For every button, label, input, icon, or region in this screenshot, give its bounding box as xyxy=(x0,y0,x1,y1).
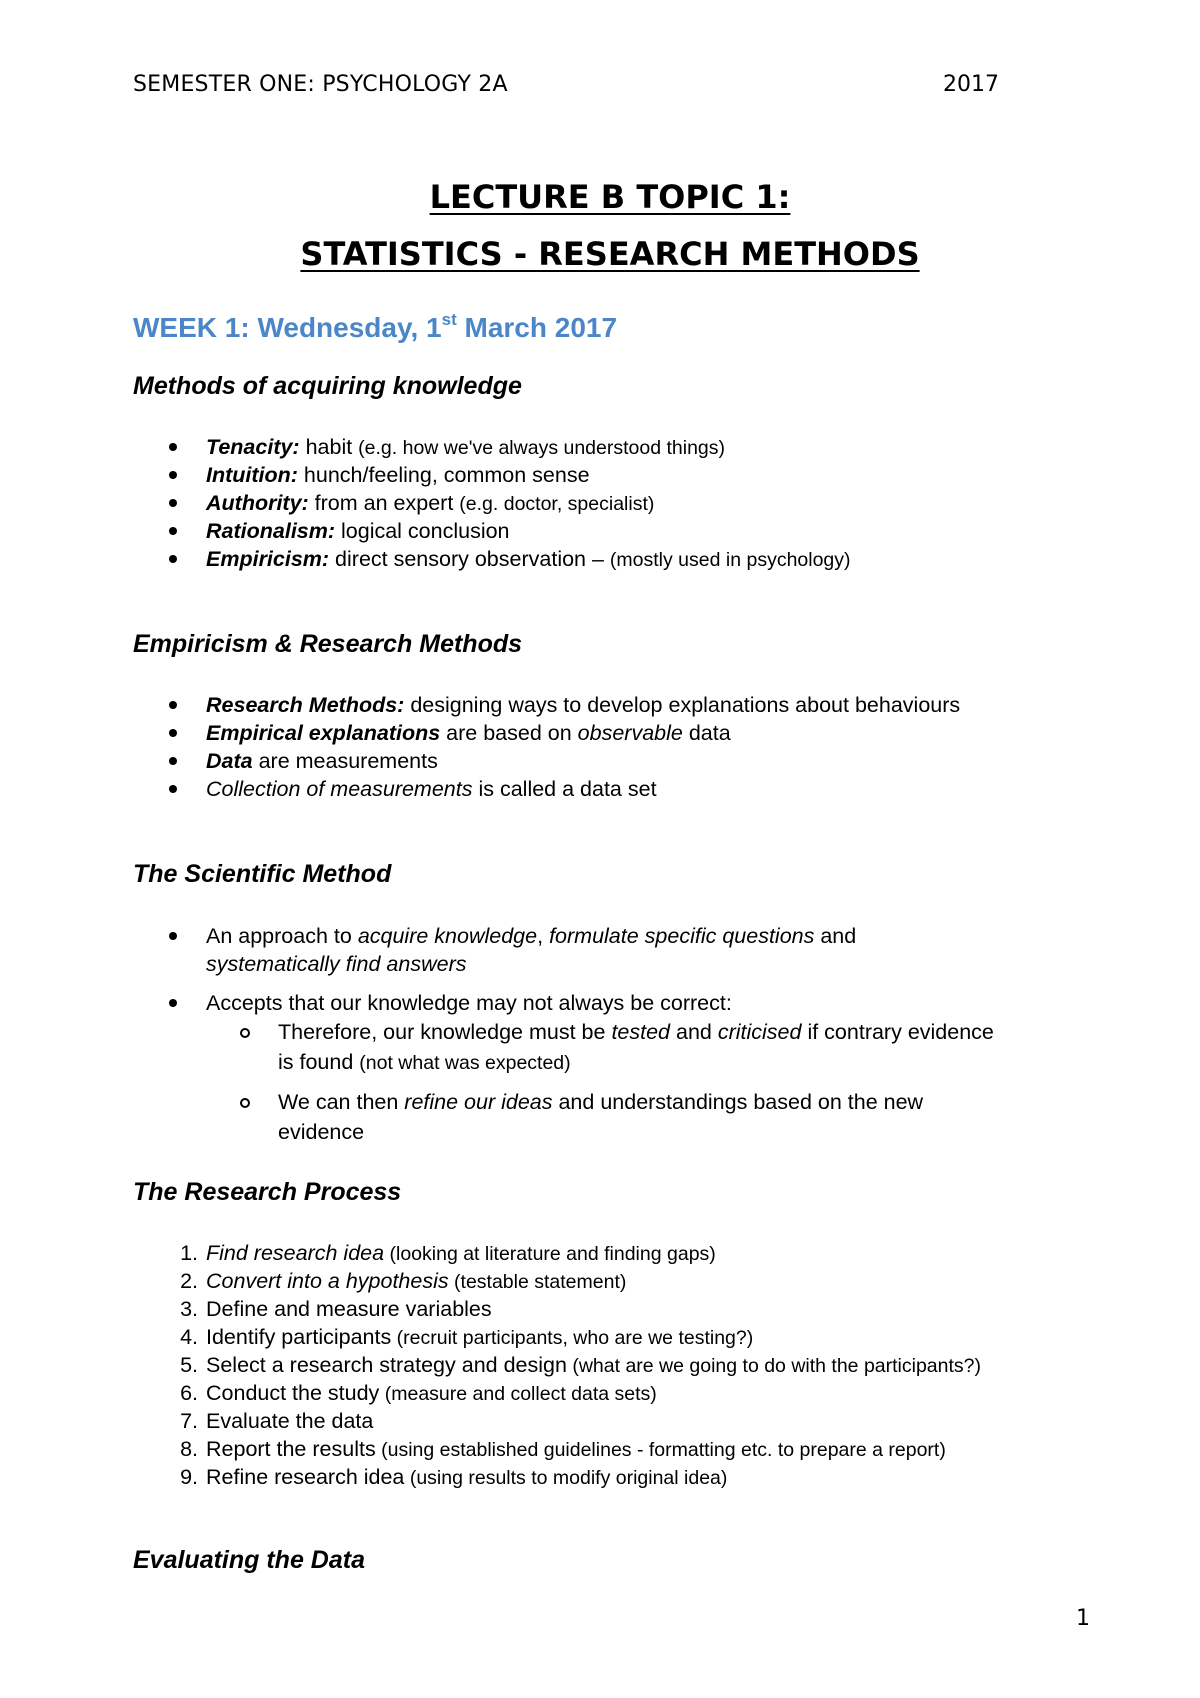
process-list xyxy=(133,1239,1093,1491)
list-item: 9. Refine research idea (using results to modify original idea) xyxy=(180,1465,728,1489)
section-heading-scientific: The Scientific Method xyxy=(133,860,392,888)
list-item: Collection of measurements is called a data set xyxy=(133,775,1093,803)
bullet-icon xyxy=(169,999,177,1007)
lecture-subtitle: STATISTICS - RESEARCH METHODS xyxy=(300,235,920,273)
list-item: Authority: from an expert (e.g. doctor, specialist) xyxy=(133,489,1093,517)
list-item: 2. Convert into a hypothesis (testable statement) xyxy=(180,1269,627,1293)
bullet-icon xyxy=(169,729,177,737)
list-item: 3. Define and measure variables xyxy=(180,1297,492,1321)
bullet-icon xyxy=(169,499,177,507)
list-item: 7. Evaluate the data xyxy=(180,1409,374,1433)
circle-bullet-icon xyxy=(240,1098,250,1108)
bullet-icon xyxy=(169,701,177,709)
header-course: SEMESTER ONE: PSYCHOLOGY 2A xyxy=(133,72,508,97)
section-heading-evaluating: Evaluating the Data xyxy=(133,1546,365,1574)
list-item: An approach to acquire knowledge, formulate specific questions and systematically find answers xyxy=(133,922,1093,978)
week-ordinal: st xyxy=(441,310,457,329)
bullet-icon xyxy=(169,932,177,940)
section-heading-empiricism: Empiricism & Research Methods xyxy=(133,630,523,658)
sub-list-item: Therefore, our knowledge must be tested and criticised if contrary evidence is found (not what was expected) xyxy=(133,1017,1093,1077)
bullet-icon xyxy=(169,443,177,451)
list-item: Accepts that our knowledge may not always be correct: xyxy=(133,989,1093,1017)
list-item: Rationalism: logical conclusion xyxy=(133,517,1093,545)
scientific-list xyxy=(133,922,1093,1147)
list-item: 8. Report the results (using established guidelines - formatting etc. to prepare a report) xyxy=(180,1437,946,1461)
empiricism-list xyxy=(133,691,1093,803)
circle-bullet-icon xyxy=(240,1028,250,1038)
list-item: 6. Conduct the study (measure and collect data sets) xyxy=(180,1381,657,1405)
week-suffix: March 2017 xyxy=(456,312,618,343)
list-item: Research Methods: designing ways to develop explanations about behaviours xyxy=(133,691,1093,719)
page-number: 1 xyxy=(1076,1606,1090,1631)
methods-list xyxy=(133,433,1093,573)
bullet-icon xyxy=(169,555,177,563)
week-heading xyxy=(133,312,617,344)
list-item: Empirical explanations are based on observable data xyxy=(133,719,1093,747)
list-item: Data are measurements xyxy=(133,747,1093,775)
list-item: 4. Identify participants (recruit participants, who are we testing?) xyxy=(180,1325,754,1349)
list-item: 1. Find research idea (looking at literature and finding gaps) xyxy=(180,1241,716,1265)
bullet-icon xyxy=(169,757,177,765)
list-item: Tenacity: habit (e.g. how we've always understood things) xyxy=(133,433,1093,461)
bullet-icon xyxy=(169,785,177,793)
lecture-title: LECTURE B TOPIC 1: xyxy=(429,178,791,216)
bullet-icon xyxy=(169,527,177,535)
section-heading-process: The Research Process xyxy=(133,1178,402,1206)
list-item: Empiricism: direct sensory observation – (mostly used in psychology) xyxy=(133,545,1093,573)
section-heading-methods: Methods of acquiring knowledge xyxy=(133,372,522,400)
list-item: Intuition: hunch/feeling, common sense xyxy=(133,461,1093,489)
header-year: 2017 xyxy=(943,72,999,97)
sub-list-item: We can then refine our ideas and understandings based on the new evidence xyxy=(133,1087,1093,1147)
list-item: 5. Select a research strategy and design (what are we going to do with the participants?) xyxy=(180,1353,981,1377)
week-prefix: WEEK 1: Wednesday, 1 xyxy=(133,312,442,343)
bullet-icon xyxy=(169,471,177,479)
